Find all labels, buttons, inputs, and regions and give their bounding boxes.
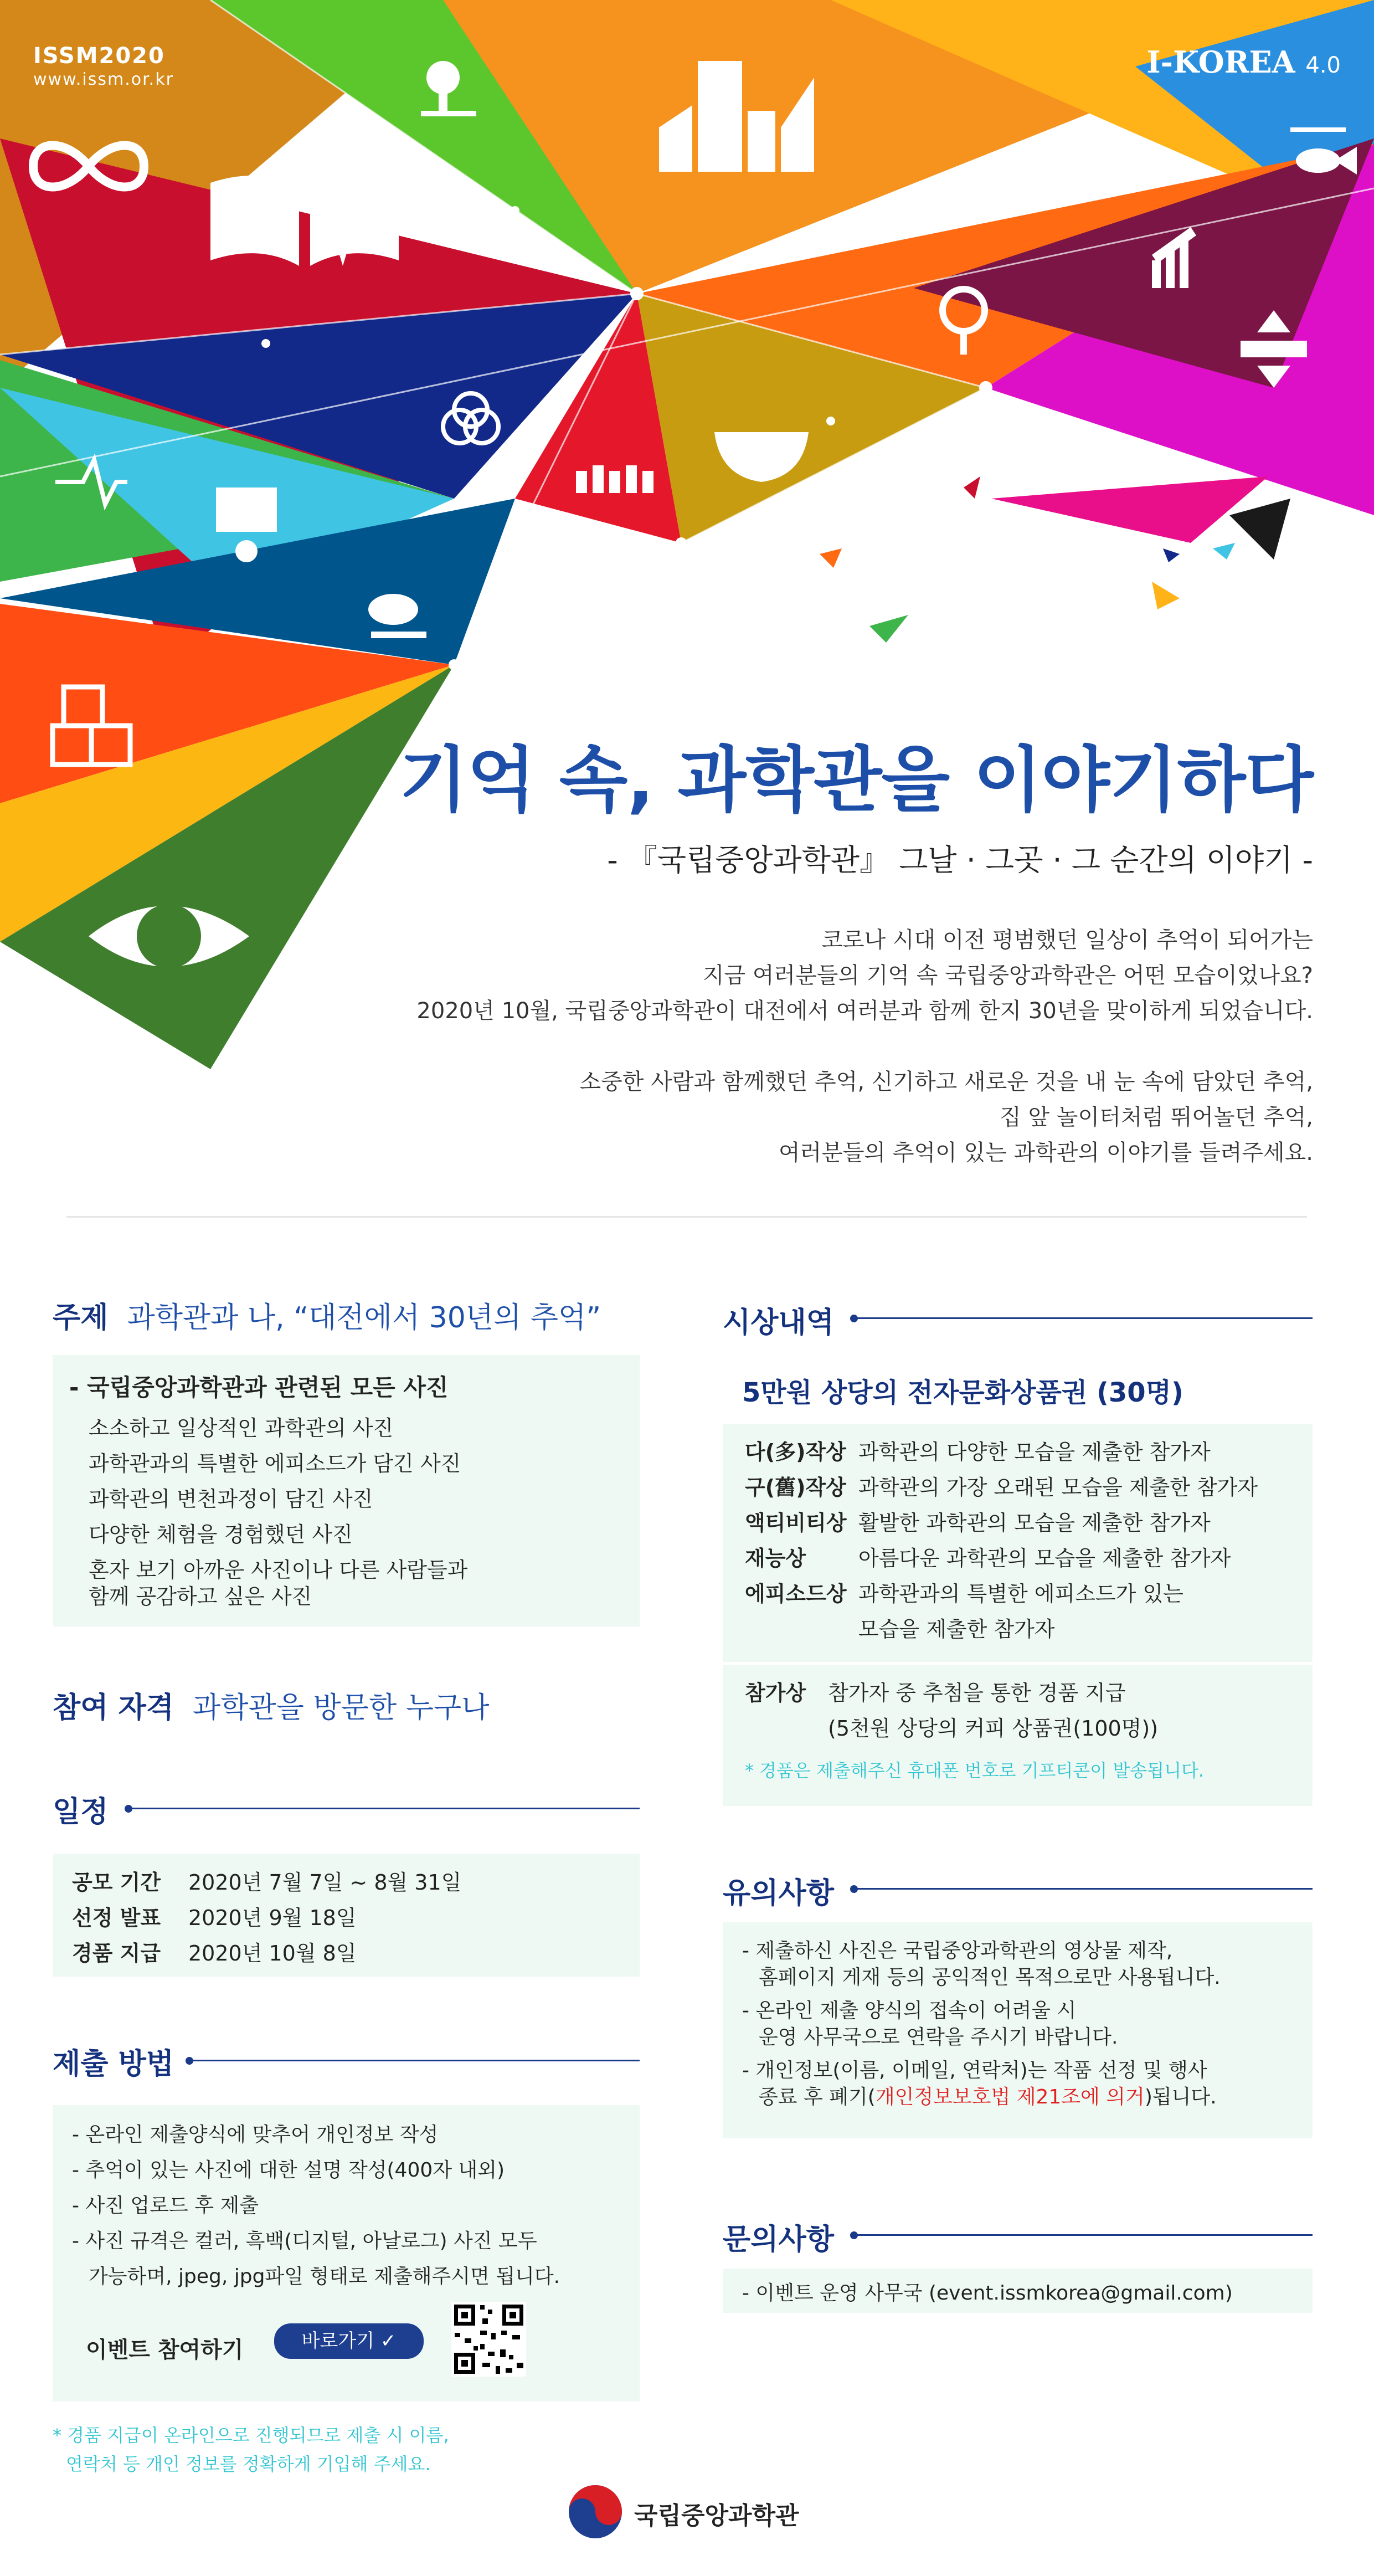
topic-item: 다양한 체험을 경험했던 사진 [89,1522,353,1547]
caution-panel [723,1922,1313,2138]
topic-item: 과학관의 변천과정이 담긴 사진 [89,1487,373,1511]
submission-panel [53,2105,640,2401]
submission-item: - 사진 규격은 컬러, 흑백(디지털, 아날로그) 사진 모두 [72,2230,537,2252]
topic-heading [53,1294,601,1336]
participation-panel: 참가상 참가자 중 추첨을 통한 경품 지급 (5천원 상당의 커피 상품권(100명)) * 경품은 제출해주신 휴대폰 번호로 기프티콘이 발송됩니다. [723,1665,1313,1806]
sdg-triangles-graphic [0,0,1374,1080]
brand-url: www.issm.or.kr [33,70,174,89]
eligibility-value: 과학관을 방문한 누구나 [193,1691,490,1725]
caution-item: 홈페이지 게재 등의 공익적인 목적으로만 사용됩니다. [759,1966,1221,1989]
submission-note-line: 연락처 등 개인 정보를 정확하게 기입해 주세요. [66,2454,431,2475]
caution-item: - 제출하신 사진은 국립중앙과학관의 영상물 제작, [742,1939,1173,1962]
intro-line: 지금 여러분들의 기억 속 국립중앙과학관은 어떤 모습이었나요? [702,963,1313,988]
caution-item: 운영 사무국으로 연락을 주시기 바랍니다. [759,2026,1118,2049]
topic-panel [53,1355,640,1626]
schedule-row: 선정 발표 2020년 9월 18일 [72,1906,357,1930]
contact-heading: 문의사항 [723,2223,834,2256]
submission-list [72,2117,560,2295]
page-subtitle: - 『국립중앙과학관』 그날 · 그곳 · 그 순간의 이야기 - [607,843,1313,878]
caution-item: - 개인정보(이름, 이메일, 연락처)는 작품 선정 및 행사 [742,2059,1207,2082]
brand-name: ISSM2020 [33,43,165,69]
submission-item: - 사진 업로드 후 제출 [72,2194,259,2217]
caution-list [742,1934,1221,2114]
law-reference: 개인정보보호법 제21조에 의거 [875,2086,1145,2108]
schedule-row: 공모 기간 2020년 7월 7일 ~ 8월 31일 [72,1870,462,1895]
intro-line: 2020년 10월, 국립중앙과학관이 대전에서 여러분과 함께 한지 30년을 맞이하게 되었습니다. [416,998,1313,1024]
hero-banner [0,0,1374,1080]
topic-label: 주제 [53,1301,109,1335]
schedule-panel [53,1854,640,1977]
taegeuk-logo-icon [568,2484,623,2539]
awards-panel: 다(多)작상 과학관의 다양한 모습을 제출한 참가자 구(舊)작상 과학관의 가장 오래된 모습을 제출한 참가자 액티비티상 활발한 과학관의 모습을 제출한 참가자 재능상 아름다운 과학관의 모습을 제출한 참가자 에피소드상 과학관과의 특별한 에피소드가 있는 모습을 제출한 참가자 [723,1424,1313,1662]
schedule-row: 경품 지급 2020년 10월 8일 [72,1941,357,1966]
caution-heading: 유의사항 [723,1877,834,1910]
submission-item: 가능하며, jpeg, jpg파일 형태로 제출해주시면 됩니다. [89,2265,560,2288]
contact-email[interactable]: - 이벤트 운영 사무국 (event.issmkorea@gmail.com) [742,2282,1233,2305]
intro-line: 집 앞 놀이터처럼 뛰어놀던 추억, [1000,1105,1313,1130]
sun-icon [1092,145,1134,187]
go-button[interactable]: 바로가기 ✓ [274,2323,424,2359]
ikorea-brand: I-KOREA [1146,44,1295,80]
topic-item: 소소하고 일상적인 과학관의 사진 [89,1416,394,1440]
schedule-heading: 일정 [53,1795,109,1829]
schedule-rows [72,1865,626,1971]
submission-item: - 온라인 제출양식에 맞추어 개인정보 작성 [72,2123,439,2146]
event-label: 이벤트 참여하기 [86,2337,244,2363]
intro-line: 여러분들의 추억이 있는 과학관의 이야기를 들려주세요. [778,1140,1313,1166]
ikorea-version: 4.0 [1305,53,1341,78]
topic-item: 과학관과의 특별한 에피소드가 담긴 사진 [89,1451,461,1476]
submission-note [53,2421,449,2478]
topic-list-title: - 국립중앙과학관과 관련된 모든 사진 [69,1374,449,1401]
caution-item: - 온라인 제출 양식의 접속이 어려울 시 [742,1999,1077,2022]
awards-heading: 시상내역 [723,1306,834,1340]
submission-item: - 추억이 있는 사진에 대한 설명 작성(400자 내외) [72,2159,505,2182]
topic-item: 함께 공감하고 싶은 사진 [89,1584,312,1609]
awards-note: * 경품은 제출해주신 휴대폰 번호로 기프티콘이 발송됩니다. [745,1760,1205,1781]
awards-prize: 5만원 상당의 전자문화상품권 (30명) [742,1377,1183,1408]
section-divider [66,1216,1307,1218]
intro-line: 코로나 시대 이전 평범했던 일상이 추억이 되어가는 [821,927,1313,953]
footer-org: 국립중앙과학관 [634,2502,799,2530]
contact-panel [723,2269,1313,2313]
intro-text [372,922,1313,1171]
eligibility-label: 참여 자격 [53,1691,174,1725]
topic-item: 혼자 보기 아까운 사진이나 다른 사람들과 [89,1558,468,1582]
caution-item: 종료 후 폐기(개인정보보호법 제21조에 의거)됩니다. [759,2086,1217,2108]
page-title: 기억 속, 과학관을 이야기하다 [399,739,1313,822]
submission-note-line: * 경품 지급이 온라인으로 진행되므로 제출 시 이름, [53,2425,449,2446]
issm-logo [33,43,174,89]
submission-heading: 제출 방법 [53,2048,174,2081]
topic-value: 과학관과 나, “대전에서 30년의 추억” [127,1301,601,1335]
intro-line: 소중한 사람과 함께했던 추억, 신기하고 새로운 것을 내 눈 속에 담았던 추억, [579,1069,1313,1095]
ikorea-logo [1146,44,1341,80]
qr-code-icon[interactable] [451,2302,526,2377]
topic-list [89,1410,467,1610]
eligibility-heading [53,1684,489,1726]
